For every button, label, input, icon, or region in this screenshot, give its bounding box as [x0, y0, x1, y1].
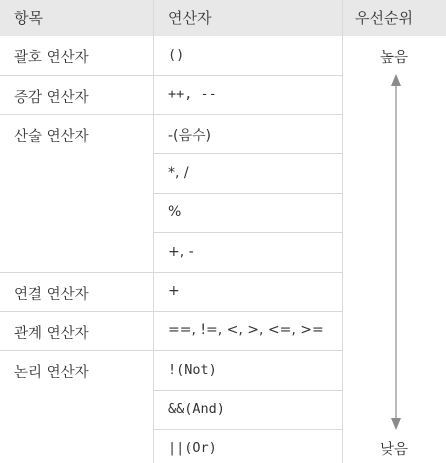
operator-cell: &&(And)	[168, 401, 225, 417]
priority-arrow-icon	[388, 74, 404, 430]
row-divider	[153, 193, 342, 194]
row-divider	[0, 272, 153, 273]
row-divider	[153, 75, 342, 76]
row-divider	[153, 429, 342, 430]
priority-low-label: 낮음	[380, 442, 409, 458]
row-divider	[0, 350, 153, 351]
row-divider	[0, 114, 153, 115]
operator-cell: +	[168, 283, 180, 299]
operator-cell: %	[168, 204, 182, 220]
group-name: 산술 연산자	[14, 129, 89, 145]
row-divider	[153, 272, 342, 273]
row-divider	[153, 153, 342, 154]
operator-cell: ==, !=, <, >, <=, >=	[168, 322, 324, 338]
operator-cell: ||(Or)	[168, 440, 217, 456]
operator-cell: ++, --	[168, 86, 217, 102]
row-divider	[153, 390, 342, 391]
column-divider	[342, 0, 343, 463]
group-name: 괄호 연산자	[14, 50, 89, 66]
priority-high-label: 높음	[380, 50, 409, 66]
row-divider	[153, 232, 342, 233]
group-name: 증감 연산자	[14, 90, 89, 106]
row-divider	[0, 311, 153, 312]
row-divider	[153, 114, 342, 115]
operator-cell: !(Not)	[168, 362, 217, 378]
group-name: 논리 연산자	[14, 365, 89, 381]
header-operator: 연산자	[168, 9, 212, 27]
header-item: 항목	[14, 9, 43, 27]
group-name: 관계 연산자	[14, 326, 89, 342]
operator-cell: -(음수)	[168, 128, 212, 144]
group-name: 연결 연산자	[14, 287, 89, 303]
row-divider	[153, 311, 342, 312]
row-divider	[153, 350, 342, 351]
operator-cell: *, /	[168, 165, 189, 181]
header-priority: 우선순위	[355, 9, 413, 27]
operator-cell: ()	[168, 47, 185, 63]
operator-cell: +, -	[168, 244, 194, 260]
row-divider	[0, 75, 153, 76]
